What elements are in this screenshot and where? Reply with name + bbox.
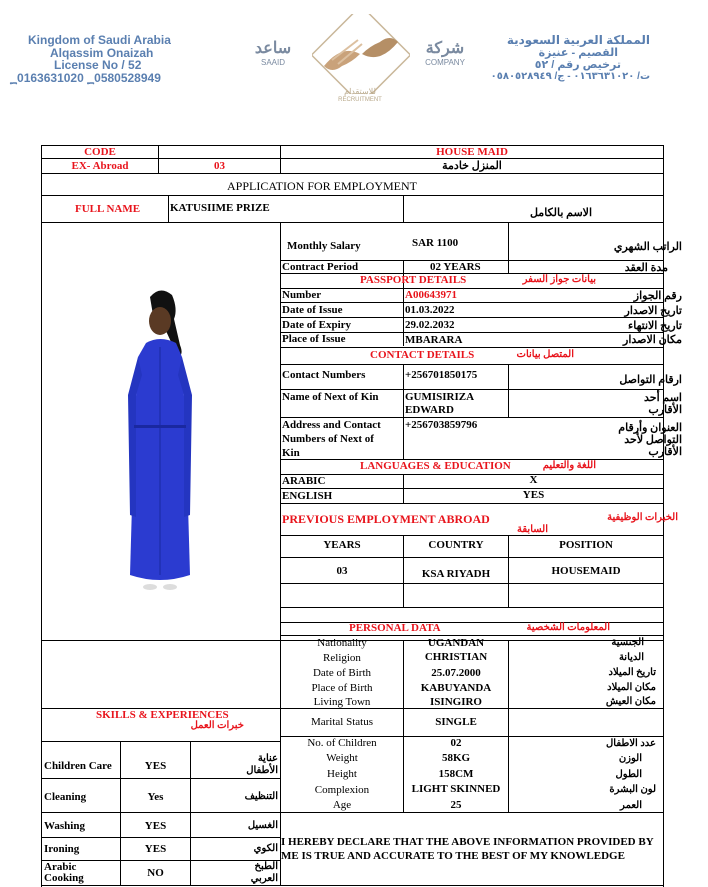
personal-label-ar: الديانة bbox=[618, 652, 644, 663]
skill-label-ar-l1: الطبخ bbox=[254, 861, 278, 872]
kin-name-label-ar-l2: الأقارب bbox=[648, 404, 682, 416]
address-value: +256703859796 bbox=[405, 419, 478, 431]
expiry-label-ar: تاريخ الانتهاء bbox=[628, 320, 682, 332]
address-label-l2: Numbers of Next of bbox=[282, 433, 374, 445]
contract-label-ar: مدة العقد bbox=[624, 262, 668, 274]
declaration-line2: ME IS TRUE AND ACCURATE TO THE BEST OF MY KNOWLEDGE bbox=[281, 850, 625, 862]
logo-bottom-ar: للاستقدام bbox=[344, 87, 376, 96]
language-value: YES bbox=[522, 489, 545, 501]
address-label-ar-l1: العنوان وأرقام bbox=[618, 422, 682, 434]
skill-value: YES bbox=[144, 843, 167, 855]
skill-label-ar-l1: الغسيل bbox=[247, 820, 278, 831]
salary-label: Monthly Salary bbox=[287, 240, 361, 252]
contact-section-en: CONTACT DETAILS bbox=[370, 349, 475, 361]
logo-left-en: SAAID bbox=[260, 58, 285, 67]
code-label: CODE bbox=[84, 146, 116, 158]
languages-section-en: LANGUAGES & EDUCATION bbox=[360, 460, 511, 472]
skill-label-ar-l1: الكوي bbox=[253, 843, 278, 854]
personal-label: Date of Birth bbox=[312, 667, 372, 679]
logo-right-ar: شركة bbox=[425, 40, 465, 57]
logo-bottom-en: RECRUITMENT bbox=[338, 97, 382, 103]
personal-value: 158CM bbox=[438, 768, 474, 780]
employment-header-years: YEARS bbox=[323, 539, 361, 551]
skill-label: Children Care bbox=[44, 760, 112, 772]
applicant-photo bbox=[120, 285, 200, 597]
logo-right-en: COMPANY bbox=[425, 58, 465, 67]
contract-label: Contract Period bbox=[282, 261, 359, 273]
personal-label: Place of Birth bbox=[311, 682, 373, 694]
personal-label-ar: الجنسية bbox=[611, 637, 644, 648]
letterhead-ar-line4: ت/ ٠١٦٣٦٣١٠٢٠ - ج/ ٠٥٨٠٥٢٨٩٤٩ bbox=[490, 71, 650, 82]
address-label-l3: Kin bbox=[282, 447, 300, 459]
personal-value: KABUYANDA bbox=[420, 682, 492, 694]
skill-value: YES bbox=[144, 820, 167, 832]
kin-name-label: Name of Next of Kin bbox=[282, 391, 379, 403]
hands-logo-icon bbox=[312, 14, 410, 94]
personal-value: UGANDAN bbox=[427, 637, 485, 649]
personal-label: Complexion bbox=[314, 784, 370, 796]
personal-label: Age bbox=[332, 799, 352, 811]
letterhead-ar-line1: المملكة العربية السعودية bbox=[506, 33, 650, 47]
contact-numbers-label-ar: ارقام التواصل bbox=[619, 374, 682, 386]
employment-header-position: POSITION bbox=[559, 539, 613, 551]
skill-value: NO bbox=[147, 867, 164, 879]
employment-header-country: COUNTRY bbox=[428, 539, 484, 551]
personal-label-ar: الطول bbox=[615, 769, 642, 780]
position-en: HOUSE MAID bbox=[436, 146, 508, 158]
personal-label-ar: العمر bbox=[620, 800, 642, 811]
skill-label: Cleaning bbox=[44, 791, 87, 803]
personal-label-ar: عدد الاطفال bbox=[606, 738, 656, 749]
letterhead-en-line1: Kingdom of Saudi Arabia bbox=[28, 33, 171, 47]
personal-label: Living Town bbox=[313, 696, 371, 708]
personal-section-en: PERSONAL DATA bbox=[349, 622, 441, 634]
address-label-ar-l3: الأقارب bbox=[648, 446, 682, 458]
letterhead-en-line3: License No / 52 bbox=[54, 58, 142, 72]
employment-years: 03 bbox=[336, 565, 348, 577]
kin-name-label-ar-l1: اسم أحد bbox=[644, 392, 682, 404]
expiry-value: 29.02.2032 bbox=[405, 319, 455, 331]
salary-value: SAR 1100 bbox=[412, 237, 459, 249]
passport-number-value: A00643971 bbox=[405, 289, 457, 301]
personal-value: 58KG bbox=[441, 752, 471, 764]
personal-value: 25 bbox=[450, 799, 462, 811]
contact-section-ar: المتصل بيانات bbox=[516, 349, 574, 360]
personal-label-ar: تاريخ الميلاد bbox=[608, 667, 656, 678]
skills-section-en: SKILLS & EXPERIENCES bbox=[96, 709, 229, 721]
skill-label: Washing bbox=[44, 820, 85, 832]
skill-label-ar-l1: التنظيف bbox=[244, 791, 278, 802]
skill-label bbox=[44, 862, 84, 884]
position-ar: المنزل خادمة bbox=[442, 160, 502, 172]
personal-label: Height bbox=[327, 768, 357, 780]
personal-label-ar: لون البشرة bbox=[609, 784, 656, 795]
employment-position: HOUSEMAID bbox=[551, 565, 621, 577]
skills-section-ar: خبرات العمل bbox=[190, 720, 244, 731]
ex-abroad-label: EX- Abroad bbox=[71, 160, 129, 172]
personal-label: No. of Children bbox=[307, 737, 377, 749]
personal-label: Religion bbox=[323, 652, 361, 664]
logo-left-text bbox=[253, 38, 293, 67]
personal-label: Weight bbox=[326, 752, 358, 764]
passport-number-label: Number bbox=[282, 289, 322, 301]
personal-value: 02 bbox=[450, 737, 462, 749]
personal-value: CHRISTIAN bbox=[424, 651, 488, 663]
language-name: ARABIC bbox=[282, 475, 326, 487]
logo-right-text bbox=[420, 38, 470, 67]
issue-date-value: 01.03.2022 bbox=[405, 304, 455, 316]
personal-label: Marital Status bbox=[310, 716, 374, 728]
skill-label-ar-l2: العربي bbox=[250, 873, 278, 884]
ex-abroad-value: 03 bbox=[214, 160, 225, 172]
skill-label-ar-l1: عناية bbox=[257, 753, 278, 764]
skill-label-l1: Arabic bbox=[44, 861, 77, 873]
personal-value: LIGHT SKINNED bbox=[411, 783, 501, 795]
personal-label-ar: مكان الميلاد bbox=[607, 682, 656, 693]
place-issue-label-ar: مكان الاصدار bbox=[623, 334, 682, 346]
letterhead-ar-line2: القصيم - عنيزة bbox=[538, 47, 618, 59]
form-title: APPLICATION FOR EMPLOYMENT bbox=[226, 179, 417, 193]
declaration-line1: I HEREBY DECLARE THAT THE ABOVE INFORMATION PROVIDED BY bbox=[281, 836, 654, 848]
personal-value: SINGLE bbox=[435, 716, 477, 728]
address-label-ar-l2: التواصل لأحد bbox=[624, 434, 682, 446]
place-issue-label: Place of Issue bbox=[282, 333, 346, 345]
full-name-label: FULL NAME bbox=[75, 203, 141, 215]
full-name-value: KATUSIIME PRIZE bbox=[170, 202, 270, 214]
letterhead-en-line2: Alqassim Onaizah bbox=[50, 46, 154, 60]
full-name-label-ar: الاسم بالكامل bbox=[529, 207, 592, 219]
passport-section-en: PASSPORT DETAILS bbox=[360, 274, 467, 286]
personal-label-ar: الوزن bbox=[618, 753, 642, 764]
languages-section-ar: اللغة والتعليم bbox=[542, 460, 596, 471]
letterhead-en-line4: ؁0163631020 ؁0580528949 bbox=[10, 71, 161, 85]
language-name: ENGLISH bbox=[282, 490, 333, 502]
place-issue-value: MBARARA bbox=[405, 334, 463, 346]
employment-section-ar-l1: الخبرات الوظيفية bbox=[607, 512, 678, 523]
personal-label: Nationality bbox=[317, 637, 367, 649]
language-value: X bbox=[529, 474, 538, 486]
address-label-l1: Address and Contact bbox=[282, 419, 381, 431]
contract-value: 02 YEARS bbox=[430, 261, 481, 273]
kin-name-value-l1: GUMISIRIZA bbox=[405, 391, 475, 403]
employment-section-en: PREVIOUS EMPLOYMENT ABROAD bbox=[282, 512, 490, 526]
logo-left-ar: ساعد bbox=[254, 40, 292, 57]
contact-numbers-value: +256701850175 bbox=[405, 369, 478, 381]
employment-country: KSA RIYADH bbox=[421, 568, 491, 580]
skill-label: Ironing bbox=[44, 843, 80, 855]
skill-label-l2: Cooking bbox=[44, 872, 84, 884]
employment-section-ar-l2: السابقة bbox=[517, 524, 548, 535]
kin-name-value-l2: EDWARD bbox=[405, 404, 454, 416]
issue-date-label-ar: تاريخ الاصدار bbox=[624, 305, 682, 317]
issue-date-label: Date of Issue bbox=[282, 304, 343, 316]
skill-label-ar-l2: الأطفال bbox=[246, 765, 278, 776]
letterhead-ar-line3: ترخيص رقم / ٥٢ bbox=[534, 59, 621, 71]
passport-section-ar: بيانات جواز السفر bbox=[522, 274, 596, 285]
skill-value: YES bbox=[144, 760, 167, 772]
skill-value: Yes bbox=[147, 791, 164, 803]
personal-value: ISINGIRO bbox=[430, 696, 482, 708]
expiry-label: Date of Expiry bbox=[282, 319, 352, 331]
personal-value: 25.07.2000 bbox=[431, 667, 481, 679]
personal-label-ar: مكان العيش bbox=[605, 696, 656, 707]
contact-numbers-label: Contact Numbers bbox=[282, 369, 366, 381]
passport-number-label-ar: رقم الجواز bbox=[633, 290, 682, 302]
salary-label-ar: الراتب الشهري bbox=[613, 241, 682, 253]
personal-section-ar: المعلومات الشخصية bbox=[526, 622, 610, 633]
